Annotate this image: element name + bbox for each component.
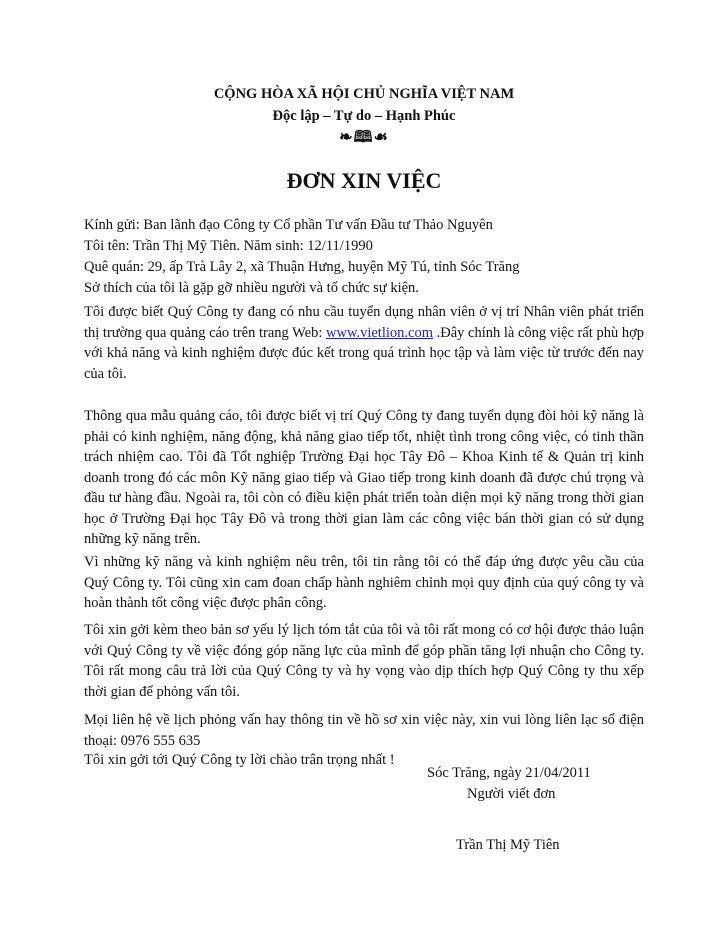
motto-heading: Độc lập – Tự do – Hạnh Phúc (272, 108, 456, 124)
paragraph-commitment: Vì những kỹ năng và kinh nghiệm nêu trên, tôi tin rằng tôi có thể đáp ứng được yêu cầu của Quý Công ty. Tôi cũng xin cam đoan chấp hành nghiêm chỉnh mọi quy định của quý công ty và hoàn thành tốt công việc được phân công. (84, 554, 644, 611)
paragraph-qualifications: Thông qua mẫu quảng cáo, tôi được biết vị trí Quý Công ty đang tuyển dụng đòi hỏi kỹ năng là phải có kinh nghiệm, năng động, khả năng giao tiếp tốt, nhiệt tình trong công việc, có tinh thần trách nhiệm cao. Tôi đã Tốt nghiệp Trường Đại học Tây Đô – Khoa Kinh tế & Quản trị kinh doanh trong đó các môn Kỹ năng giao tiếp và Giao tiếp trong kinh doanh đã được chú trọng và đầu tư hàng đầu. Ngoài ra, tôi còn có điều kiện phát triển toàn diện mọi kỹ năng trong thời gian học ở Trường Đại học Tây Đô và trong thời gian làm các công việc bán thời gian có sử dụng những kỹ năng trên. (84, 408, 644, 547)
paragraph-position-text-end: .Đây chính là công việc rất phù hợp với khả năng và kinh nghiệm được đúc kết trong quá trình học tập và làm việc từ trước đến nay của tôi. (84, 324, 645, 382)
nation-heading: CỘNG HÒA XÃ HỘI CHỦ NGHĨA VIỆT NAM (213, 86, 515, 102)
ornament-glyphs: ❧🕮☙ (339, 129, 389, 146)
paragraph-position (84, 302, 644, 384)
hometown-line: Quê quán: 29, ấp Trà Lây 2, xã Thuận Hưng, huyện Mỹ Tú, tỉnh Sóc Trăng (84, 259, 520, 275)
name-line: Tôi tên: Trần Thị Mỹ Tiên. Năm sinh: 12/11/1990 (84, 238, 373, 254)
signature-place-date: Sóc Trăng, ngày 21/04/2011 (427, 765, 591, 781)
signature-name: Trần Thị Mỹ Tiên (456, 837, 560, 853)
signature-role: Người viết đơn (467, 786, 556, 802)
document-title: ĐƠN XIN VIỆC (286, 168, 442, 193)
hobbies-line: Sở thích của tôi là gặp gỡ nhiều người và tổ chức sự kiện. (84, 280, 419, 296)
paragraph-request-interview: Tôi xin gởi kèm theo bản sơ yếu lý lịch tóm tắt của tôi và tôi rất mong có cơ hội được thảo luận với Quý Công ty về việc đóng góp năng lực của mình để góp phần tăng lợi nhuận cho Công ty. Tôi rất mong câu trả lời của Quý Công ty và hy vọng vào dịp thích hợp Quý Công ty thu xếp thời gian để phỏng vấn tôi. (84, 622, 644, 700)
paragraph-contact: Mọi liên hệ về lịch phỏng vấn hay thông tin về hồ sơ xin việc này, xin vui lòng liên lạc số điện thoại: 0976 555 635 (84, 712, 644, 749)
recipient-line: Kính gửi: Ban lãnh đạo Công ty Cổ phần Tư vấn Đầu tư Thảo Nguyên (84, 217, 493, 233)
closing-line: Tôi xin gởi tới Quý Công ty lời chào trân trọng nhất ! (84, 752, 395, 768)
paragraph-position-text-start: Tôi được biết Quý Công ty đang có nhu cầu tuyển dụng nhân viên ở vị trí Nhân viên phát triển thị trường qua quảng cáo trên trang Web: (84, 304, 644, 341)
website-link[interactable]: www.vietlion.com (326, 324, 433, 341)
